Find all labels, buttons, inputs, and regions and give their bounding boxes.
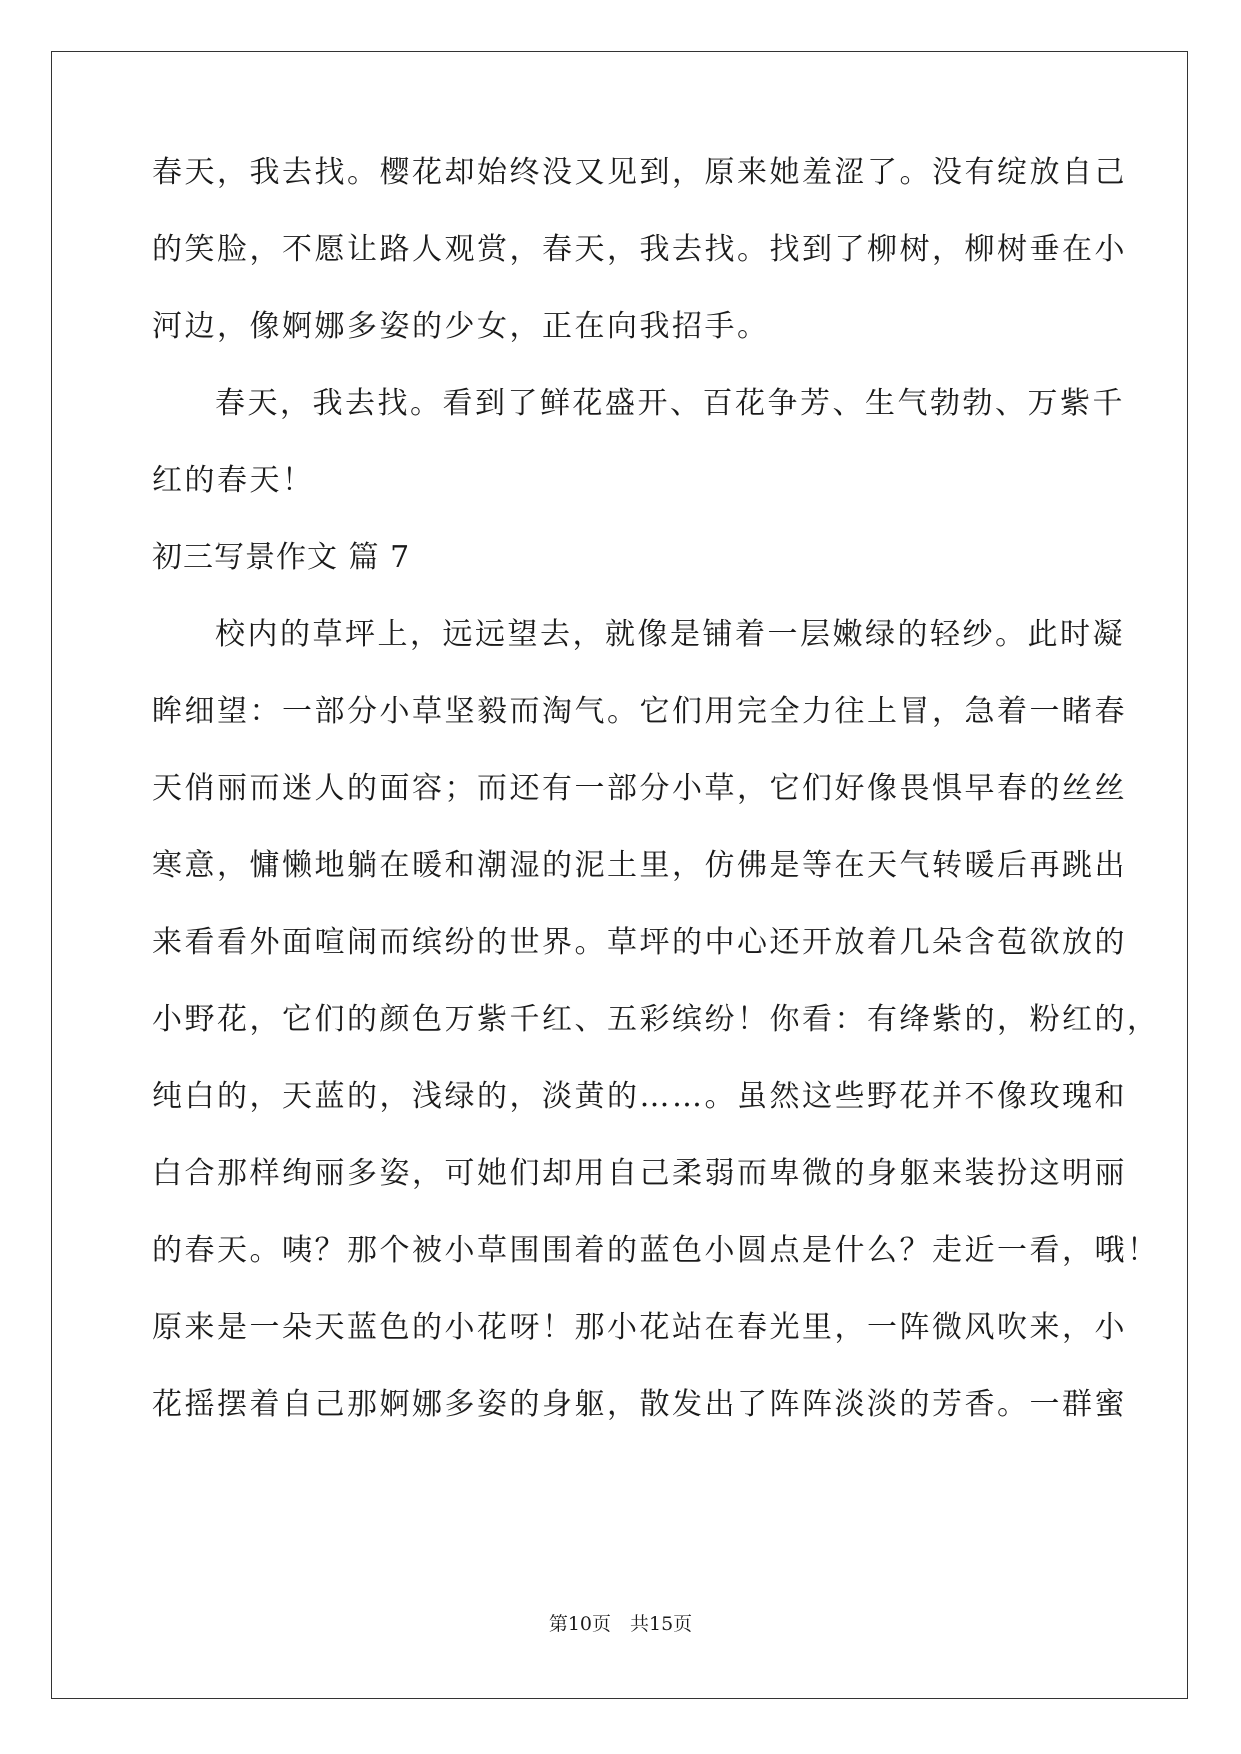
text-line: 白合那样绚丽多姿，可她们却用自己柔弱而卑微的身躯来装扮这明丽 [152,1156,1127,1191]
text-line: 眸细望：一部分小草坚毅而淘气。它们用完全力往上冒，急着一睹春 [152,694,1127,729]
text-line: 的笑脸，不愿让路人观赏，春天，我去找。找到了柳树，柳树垂在小 [152,232,1127,267]
text-line: 来看看外面喧闹而缤纷的世界。草坪的中心还开放着几朵含苞欲放的 [152,925,1127,960]
text-line: 花摇摆着自己那婀娜多姿的身躯，散发出了阵阵淡淡的芳香。一群蜜 [152,1387,1127,1422]
section-heading: 初三写景作文 篇 7 [152,540,411,575]
text-line: 原来是一朵天蓝色的小花呀！那小花站在春光里，一阵微风吹来，小 [152,1310,1127,1345]
document-body [152,155,1160,1466]
page-number-footer: 第10页 共15页 [548,1613,693,1635]
text-line: 纯白的，天蓝的，浅绿的，淡黄的……。虽然这些野花并不像玫瑰和 [152,1079,1127,1114]
text-line: 的春天。咦？那个被小草围围着的蓝色小圆点是什么？走近一看，哦！ [152,1233,1160,1268]
text-line: 红的春天！ [152,463,315,498]
text-line: 河边，像婀娜多姿的少女，正在向我招手。 [152,309,770,344]
text-line: 寒意，慵懒地躺在暖和潮湿的泥土里，仿佛是等在天气转暖后再跳出 [152,848,1127,883]
paragraph-first-line: 春天，我去找。看到了鲜花盛开、百花争芳、生气勃勃、万紫千 [215,386,1125,421]
text-line: 春天，我去找。樱花却始终没又见到，原来她羞涩了。没有绽放自己 [152,155,1127,190]
paragraph-first-line: 校内的草坪上，远远望去，就像是铺着一层嫩绿的轻纱。此时凝 [215,617,1125,652]
text-line: 小野花，它们的颜色万紫千红、五彩缤纷！你看：有绛紫的，粉红的， [152,1002,1160,1037]
text-line: 天俏丽而迷人的面容；而还有一部分小草，它们好像畏惧早春的丝丝 [152,771,1127,806]
